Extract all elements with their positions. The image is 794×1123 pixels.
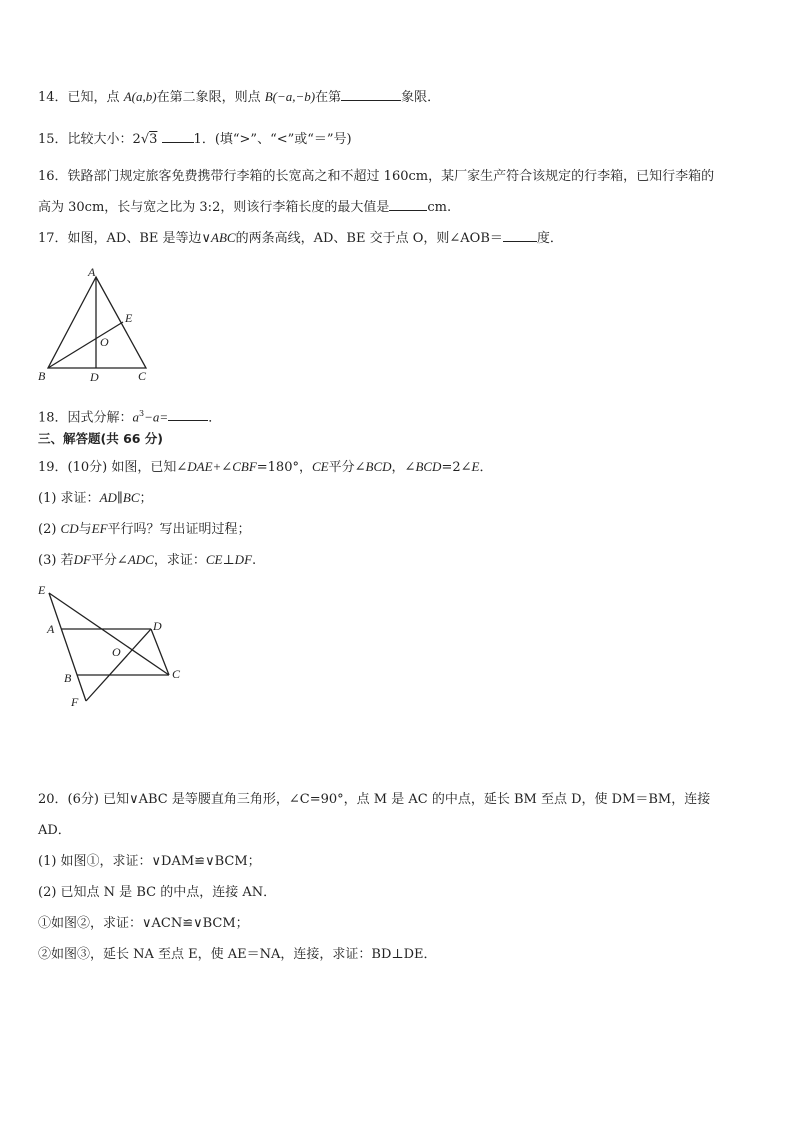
answer-blank: [503, 229, 537, 242]
point-b: B(−a,−b): [264, 89, 316, 104]
label-b: B: [64, 671, 72, 685]
point-a: A(a,b): [123, 89, 157, 104]
altitude-be: [48, 322, 123, 368]
label-b: B: [38, 369, 46, 383]
label-c: C: [138, 369, 147, 383]
label-d: D: [90, 370, 99, 384]
label-a: A: [47, 622, 55, 636]
question-20-part-2-2: ②如图③，延长 NA 至点 E，使 AE＝NA，连接，求证：BD⊥DE．: [38, 947, 437, 962]
sqrt-symbol: √3: [140, 132, 158, 147]
question-16-line-1: 16．铁路部门规定旅客免费携带行李箱的长宽高之和不超过 160cm，某厂家生产符合该规定的行李箱，已知行李箱的: [38, 169, 715, 184]
figure-19-parallel-lines: [30, 580, 200, 715]
answer-blank: [389, 198, 427, 211]
question-19-part-1: (1) 求证：AD∥BC；: [38, 490, 153, 506]
label-c: C: [172, 667, 181, 681]
question-20-part-2: (2) 已知点 N 是 BC 的中点，连接 AN．: [38, 885, 277, 900]
label-a: A: [88, 265, 96, 279]
question-14: 14．已知，点 A(a,b)在第二象限，则点 B(−a,−b)在第 象限．: [38, 89, 441, 105]
label-o: O: [112, 645, 121, 659]
question-19-part-3: (3) 若DF平分∠ADC，求证：CE⊥DF.: [38, 552, 257, 568]
label-e: E: [38, 583, 46, 597]
question-19-part-2: (2) CD与EF平行吗？写出证明过程；: [38, 521, 251, 537]
section-heading: 三、解答题(共 66 分): [38, 431, 164, 446]
line-ec: [49, 593, 169, 675]
answer-blank: [341, 88, 401, 101]
question-18: 18．因式分解：$a^3-a=$ ．: [38, 409, 222, 426]
answer-blank: [168, 408, 208, 421]
answer-blank: [162, 130, 194, 143]
label-d: D: [153, 619, 162, 633]
question-20-line-1: 20．(6分) 已知∨ABC 是等腰直角三角形，∠C=90°，点 M 是 AC 的中点，延长 BM 至点 D，使 DM＝BM，连接: [38, 792, 711, 807]
question-17: 17．如图，AD、BE 是等边∨ABC的两条高线，AD、BE 交于点 O，则∠AOB＝ 度．: [38, 230, 563, 246]
figure-17-triangle: [30, 262, 160, 387]
question-20-line-2: AD．: [38, 823, 71, 838]
question-19: 19．(10分) 如图，已知∠DAE+∠CBF=180°，CE平分∠BCD，∠BCD=2∠E．: [38, 459, 493, 475]
question-16-line-2: 高为 30cm，长与宽之比为 3:2，则该行李箱长度的最大值是 cm.: [38, 200, 452, 215]
question-20-part-2-1: ①如图②，求证：∨ACN≌∨BCM；: [38, 916, 249, 931]
label-f: F: [71, 695, 79, 709]
question-20-part-1: (1) 如图①，求证：∨DAM≌∨BCM；: [38, 854, 261, 869]
label-e: E: [125, 311, 133, 325]
question-15: 15．比较大小：2√3 1．(填“>”、“<”或“＝”号): [38, 132, 352, 147]
label-o: O: [100, 335, 109, 349]
